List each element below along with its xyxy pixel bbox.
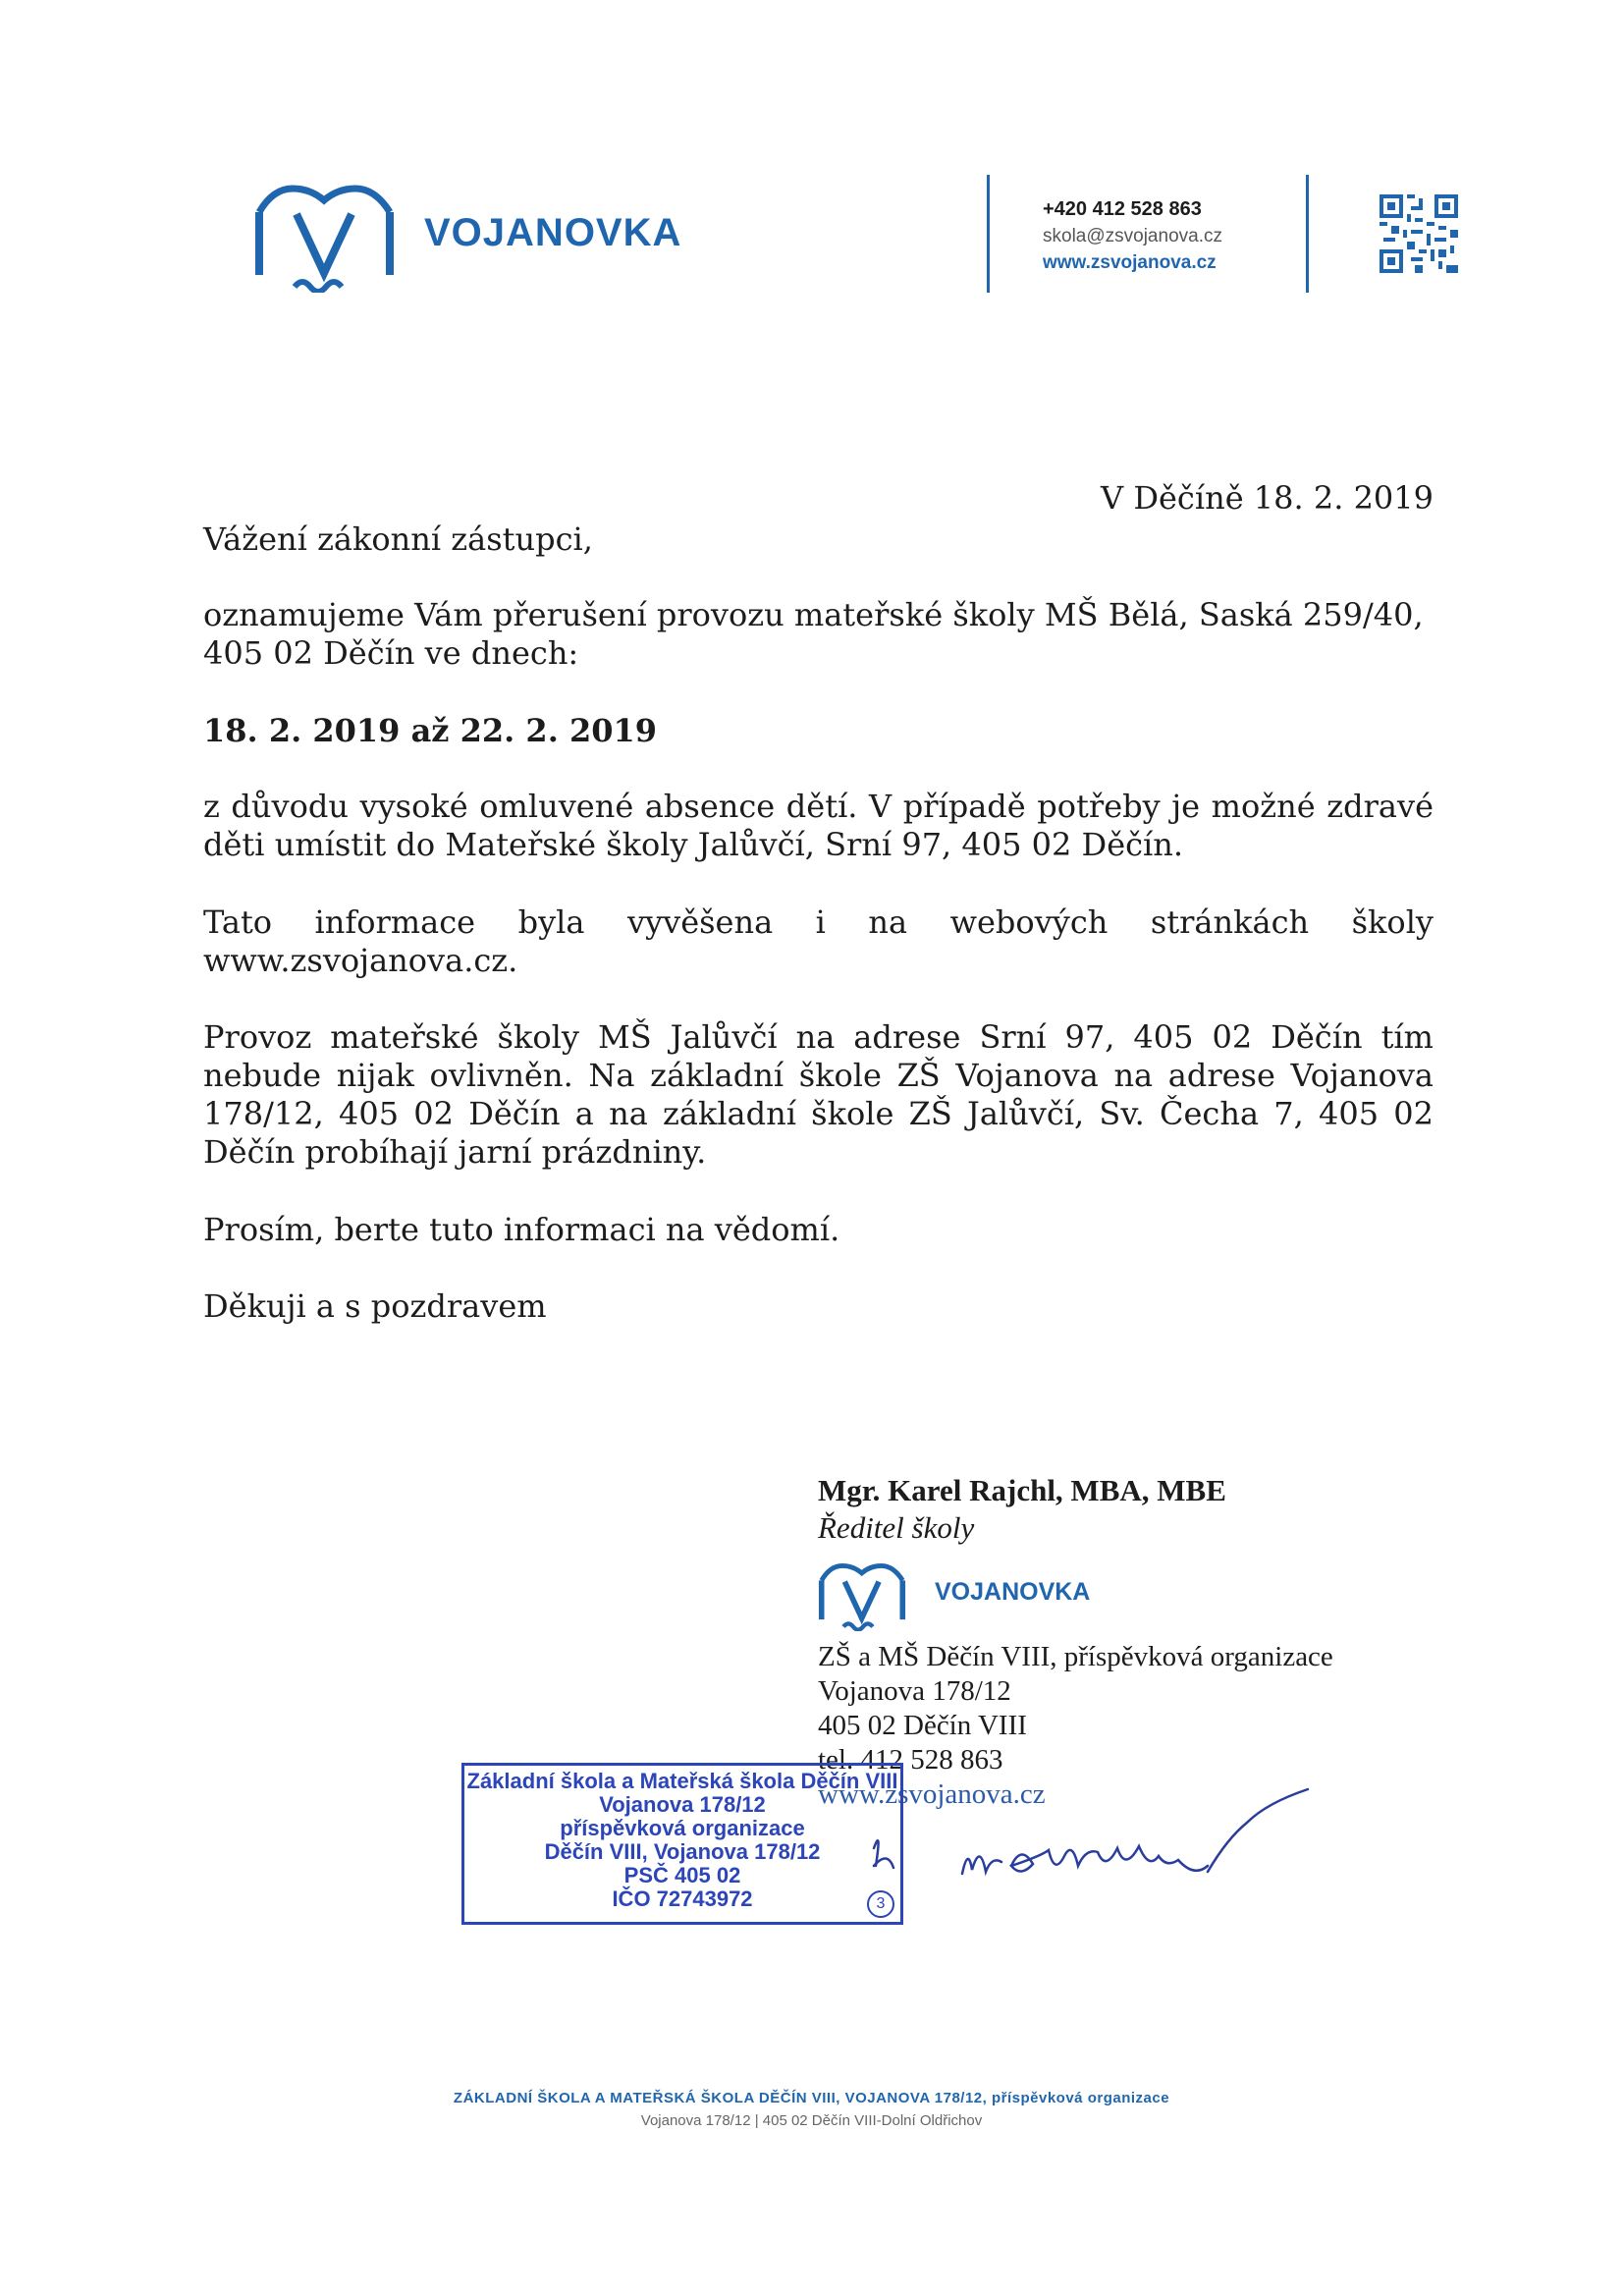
- letter-paragraph: Tato informace byla vyvěšena i na webových stránkách školy www.zsvojanova.cz.: [203, 903, 1434, 979]
- contact-phone: +420 412 528 863: [1043, 198, 1202, 220]
- signatory-name: Mgr. Karel Rajchl, MBA, MBE: [818, 1473, 1226, 1507]
- qr-code-icon: [1380, 194, 1458, 273]
- contact-website[interactable]: www.zsvojanova.cz: [1043, 252, 1217, 273]
- stamp-line: příspěvková organizace: [560, 1816, 805, 1840]
- letter-paragraph: Prosím, berte tuto informaci na vědomí.: [203, 1211, 840, 1248]
- footer-address: Vojanova 178/12 | 405 02 Děčín VIII-Dolní Oldřichov: [640, 2112, 983, 2129]
- signatory-role: Ředitel školy: [818, 1510, 975, 1545]
- letter-paragraph: Provoz mateřské školy MŠ Jalůvčí na adrese Srní 97, 405 02 Děčín tím nebude nijak ovlivněn. Na základní škole ZŠ Vojanova na adrese Vojanova 178/12, 405 02 Děčín a na základní škole ZŠ Jalůvčí, Sv. Čecha 7, 405 02 Děčín probíhají jarní prázdniny.: [203, 1018, 1434, 1171]
- stamp-line: IČO 72743972: [612, 1886, 753, 1911]
- paragraph-line: 405 02 Děčín ve dnech:: [203, 634, 579, 672]
- header-divider: [1306, 175, 1309, 293]
- letter-paragraph: [203, 596, 1434, 673]
- official-stamp: [461, 1763, 903, 1925]
- org-website[interactable]: www.zsvojanova.cz: [818, 1778, 1046, 1810]
- org-name: ZŠ a MŠ Děčín VIII, příspěvková organizace: [818, 1641, 1333, 1672]
- header-divider: [987, 175, 990, 293]
- footer-organization: ZÁKLADNÍ ŠKOLA A MATEŘSKÁ ŠKOLA DĚČÍN VIII, VOJANOVA 178/12, příspěvková organizace: [453, 2090, 1170, 2106]
- stamp-line: Vojanova 178/12: [599, 1792, 766, 1817]
- org-street: Vojanova 178/12: [818, 1675, 1011, 1707]
- brand-name: VOJANOVKA: [424, 211, 682, 254]
- org-city: 405 02 Děčín VIII: [818, 1710, 1027, 1741]
- logo-icon: [253, 175, 396, 293]
- stamp-line: Děčín VIII, Vojanova 178/12: [544, 1839, 821, 1864]
- handwritten-signature: [854, 1787, 1325, 1935]
- letter-paragraph: z důvodu vysoké omluvené absence dětí. V případě potřeby je možné zdravé děti umístit do Mateřské školy Jalůvčí, Srní 97, 405 02 Děčín.: [203, 788, 1434, 863]
- closure-dates: 18. 2. 2019 až 22. 2. 2019: [203, 712, 658, 749]
- brand-name-small: VOJANOVKA: [935, 1578, 1091, 1606]
- logo-icon: [818, 1557, 906, 1631]
- contact-email[interactable]: skola@zsvojanova.cz: [1043, 226, 1222, 246]
- stamp-line: PSČ 405 02: [623, 1863, 741, 1887]
- letter-greeting: Vážení zákonní zástupci,: [203, 520, 593, 558]
- org-phone: tel. 412 528 863: [818, 1744, 1003, 1776]
- letter-date: V Děčíně 18. 2. 2019: [1101, 479, 1434, 517]
- contact-block: [1043, 196, 1222, 276]
- stamp-number: 3: [867, 1890, 894, 1918]
- letter-closing: Děkuji a s pozdravem: [203, 1287, 547, 1325]
- paragraph-line: oznamujeme Vám přerušení provozu mateřské školy MŠ Bělá, Saská 259/40,: [203, 596, 1424, 633]
- stamp-line: Základní škola a Mateřská škola Děčín VIII: [466, 1769, 898, 1793]
